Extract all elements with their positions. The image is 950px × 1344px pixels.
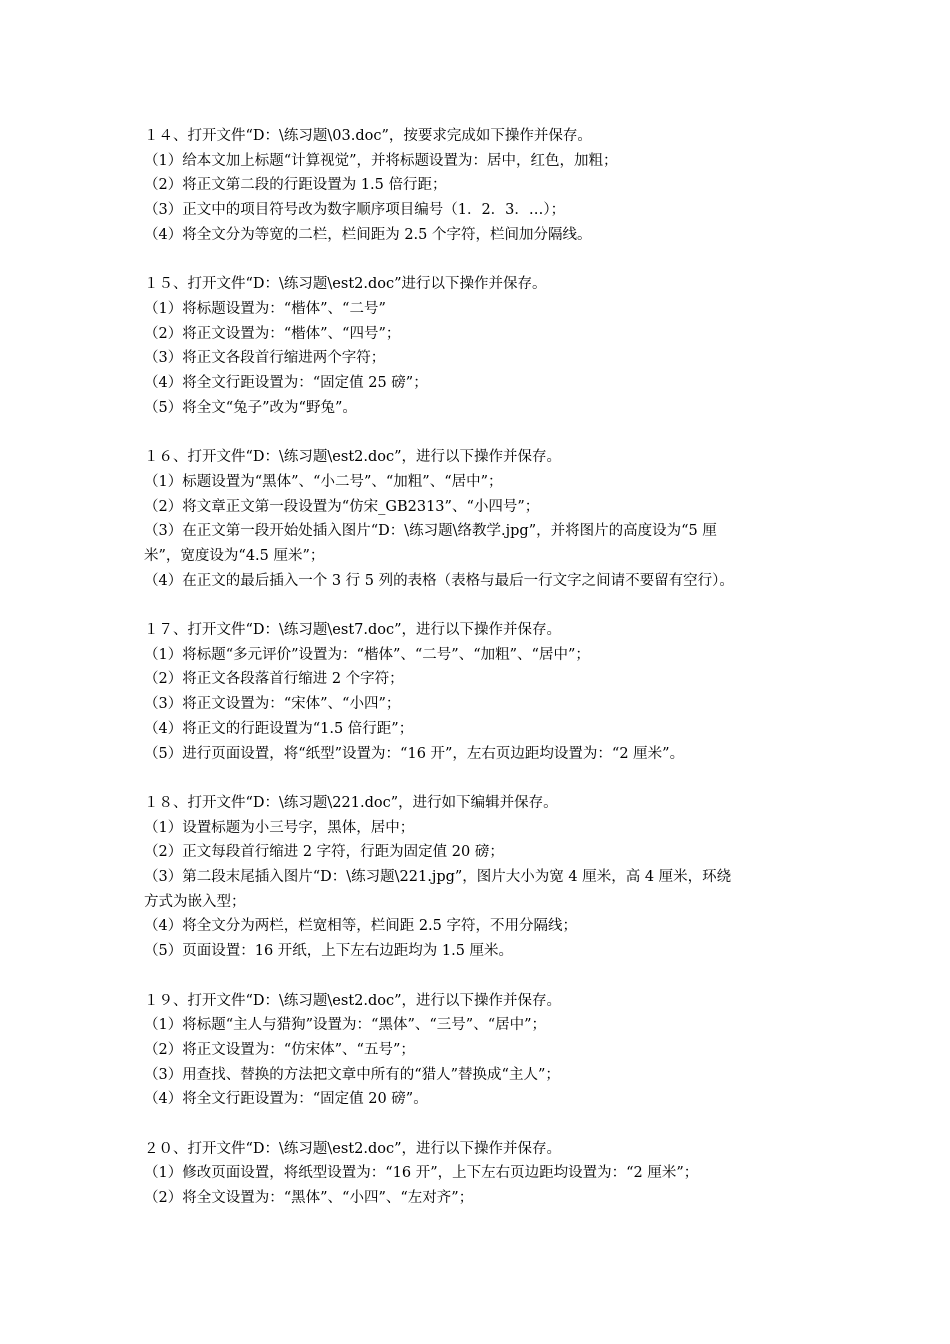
question-heading: １４、打开文件“D：\练习题\03.doc”，按要求完成如下操作并保存。 xyxy=(144,128,592,144)
instruction-line: （4）将全文行距设置为：“固定值 20 磅”。 xyxy=(144,1091,428,1108)
instruction-line: （4）将全文分为两栏，栏宽相等，栏间距 2.5 字符，不用分隔线； xyxy=(144,918,578,935)
instruction-line: （3）正文中的项目符号改为数字顺序项目编号（1．2．3．…）； xyxy=(144,202,566,219)
instruction-line: （1）给本文加上标题“计算视觉”，并将标题设置为：居中，红色，加粗； xyxy=(144,152,618,169)
question-heading: １５、打开文件“D：\练习题\est2.doc”进行以下操作并保存。 xyxy=(144,276,547,293)
question-18 xyxy=(144,791,834,964)
instruction-line: （4）在正文的最后插入一个 3 行 5 列的表格（表格与最后一行文字之间请不要留有空行）。 xyxy=(144,572,734,589)
instruction-line: （4）将正文的行距设置为“1.5 倍行距”； xyxy=(144,720,414,737)
instruction-line: （2）将正文设置为：“楷体”、“四号”； xyxy=(144,325,401,342)
instruction-line: （3）将正文设置为：“宋体”、“小四”； xyxy=(144,696,401,713)
instruction-line: （1）将标题设置为：“楷体”、“二号” xyxy=(144,300,386,317)
question-20 xyxy=(144,1137,834,1211)
question-heading: １９、打开文件“D：\练习题\est2.doc”，进行以下操作并保存。 xyxy=(144,992,562,1009)
document-body xyxy=(144,124,834,1236)
instruction-line: （3）将正文各段首行缩进两个字符； xyxy=(144,350,386,367)
instruction-line: （4）将全文分为等宽的二栏，栏间距为 2.5 个字符，栏间加分隔线。 xyxy=(144,226,592,243)
question-heading: １６、打开文件“D：\练习题\est2.doc”，进行以下操作并保存。 xyxy=(144,449,562,466)
instruction-line: （4）将全文行距设置为：“固定值 25 磅”； xyxy=(144,375,428,392)
instruction-line: （3）第二段末尾插入图片“D：\练习题\221.jpg”，图片大小为宽 4 厘米，高 4 厘米，环绕 xyxy=(144,869,732,886)
instruction-line: （5）页面设置：16 开纸，上下左右边距均为 1.5 厘米。 xyxy=(144,943,514,960)
instruction-line: （2）将正文第二段的行距设置为 1.5 倍行距； xyxy=(144,177,447,194)
question-19 xyxy=(144,989,834,1113)
question-heading: ２０、打开文件“D：\练习题\est2.doc”，进行以下操作并保存。 xyxy=(144,1140,562,1157)
instruction-line: （5）进行页面设置，将“纸型”设置为：“16 开”，左右页边距均设置为：“2 厘米”。 xyxy=(144,745,685,762)
instruction-line: （2）正文每段首行缩进 2 字符，行距为固定值 20 磅； xyxy=(144,844,504,861)
instruction-line: 米”，宽度设为“4.5 厘米”； xyxy=(144,547,325,564)
instruction-line: （1）将标题“多元评价”设置为：“楷体”、“二号”、“加粗”、“居中”； xyxy=(144,646,590,663)
instruction-line: （5）将全文“兔子”改为“野兔”。 xyxy=(144,399,357,416)
question-16 xyxy=(144,445,834,593)
instruction-line: （1）标题设置为“黑体”、“小二号”、“加粗”、“居中”； xyxy=(144,473,503,490)
question-heading: １８、打开文件“D：\练习题\221.doc”，进行如下编辑并保存。 xyxy=(144,794,558,811)
instruction-line: （3）在正文第一段开始处插入图片“D：\练习题\络教学.jpg”，并将图片的高度设为“5 厘 xyxy=(144,523,717,540)
instruction-line: （3）用查找、替换的方法把文章中所有的“猎人”替换成“主人”； xyxy=(144,1066,560,1083)
instruction-line: （2）将文章正文第一段设置为“仿宋_GB2313”、“小四号”； xyxy=(144,498,540,515)
instruction-line: （1）修改页面设置，将纸型设置为：“16 开”，上下左右页边距均设置为：“2 厘米”； xyxy=(144,1165,699,1182)
instruction-line: （2）将全文设置为：“黑体”、“小四”、“左对齐”； xyxy=(144,1190,474,1207)
question-heading: １７、打开文件“D：\练习题\est7.doc”，进行以下操作并保存。 xyxy=(144,622,562,639)
instruction-line: （1）将标题“主人与猎狗”设置为：“黑体”、“三号”、“居中”； xyxy=(144,1017,547,1034)
instruction-line: （2）将正文各段落首行缩进 2 个字符； xyxy=(144,671,404,688)
instruction-line: （1）设置标题为小三号字，黑体，居中； xyxy=(144,819,415,836)
question-14 xyxy=(144,124,834,248)
instruction-line: （2）将正文设置为：“仿宋体”、“五号”； xyxy=(144,1041,415,1058)
question-15 xyxy=(144,272,834,420)
question-17 xyxy=(144,618,834,766)
instruction-line: 方式为嵌入型； xyxy=(144,893,246,910)
